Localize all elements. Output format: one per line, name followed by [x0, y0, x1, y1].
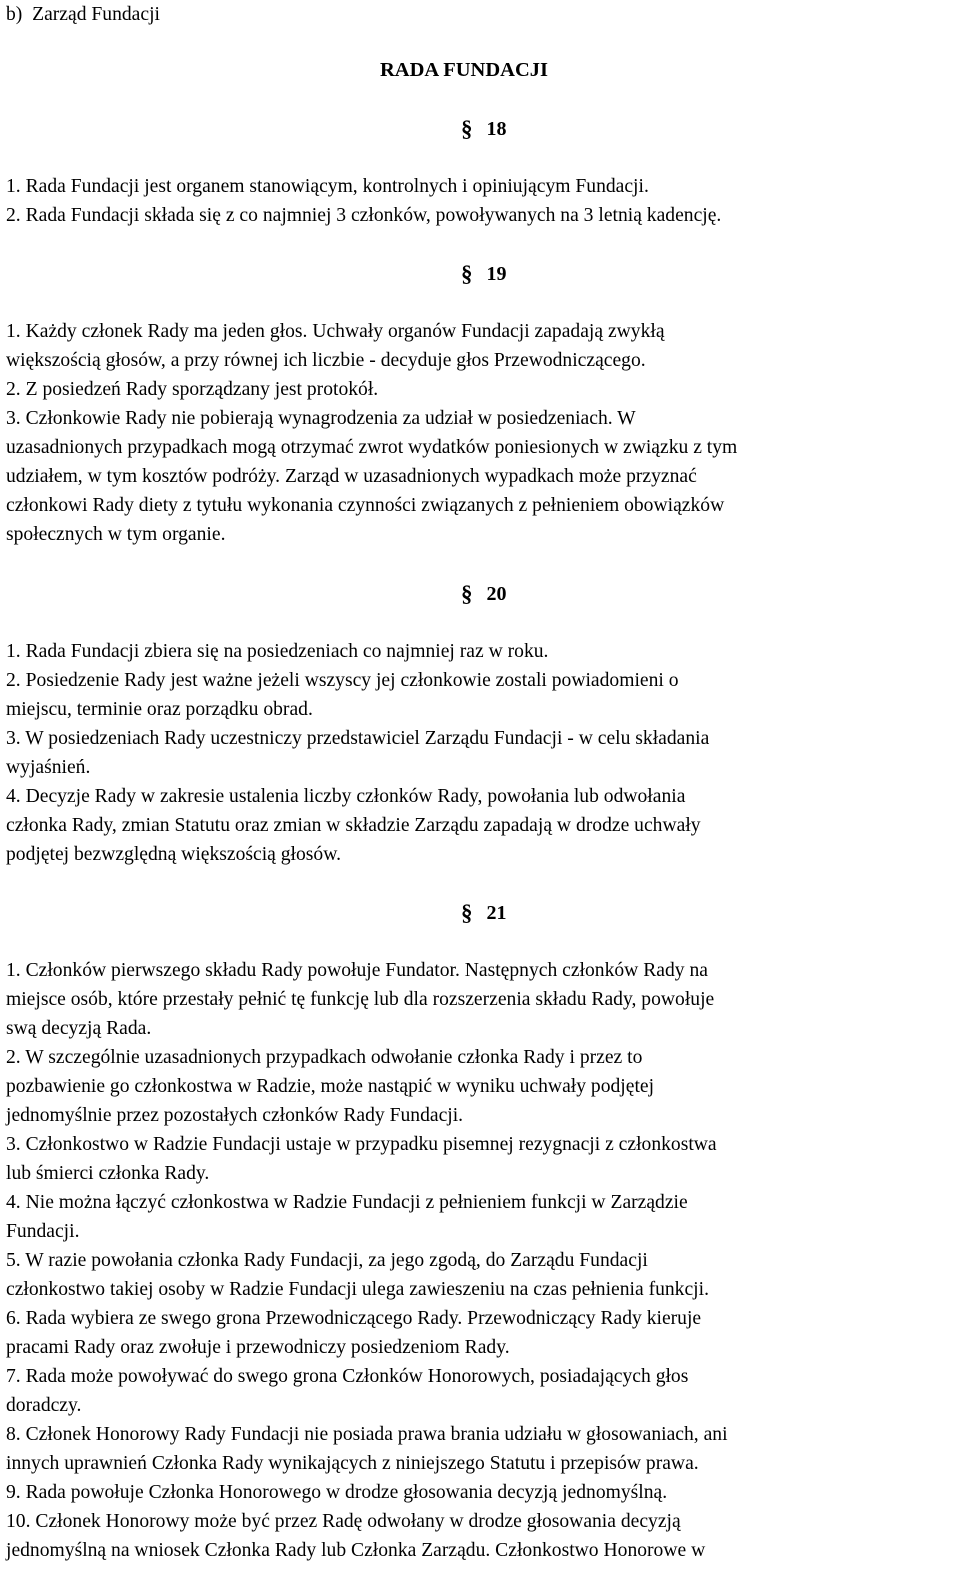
paragraph-20-line-1: 1. Rada Fundacji zbiera się na posiedzeniach co najmniej raz w roku.	[6, 641, 549, 662]
section-sign-icon: §	[461, 261, 473, 286]
paragraph-number: 18	[486, 118, 507, 140]
paragraph-20-line-4: 3. W posiedzeniach Rady uczestniczy przedstawiciel Zarządu Fundacji - w celu składania	[6, 728, 710, 749]
paragraph-21-line-20: 10. Członek Honorowy może być przez Radę odwołany w drodze głosowania decyzją	[6, 1511, 681, 1532]
paragraph-21-line-11: 5. W razie powołania członka Rady Fundacji, za jego zgodą, do Zarządu Fundacji	[6, 1250, 648, 1271]
paragraph-21-line-14: pracami Rady oraz zwołuje i przewodniczy posiedzeniom Rady.	[6, 1337, 510, 1358]
paragraph-20-line-5: wyjaśnień.	[6, 757, 91, 778]
paragraph-21-number	[461, 898, 507, 928]
paragraph-21-line-15: 7. Rada może powoływać do swego grona Członków Honorowych, posiadających głos	[6, 1366, 689, 1387]
paragraph-21-line-17: 8. Członek Honorowy Rady Fundacji nie posiada prawa brania udziału w głosowaniach, ani	[6, 1424, 728, 1445]
paragraph-19-line-8: społecznych w tym organie.	[6, 524, 226, 545]
paragraph-21-line-9: 4. Nie można łączyć członkostwa w Radzie Fundacji z pełnieniem funkcji w Zarządzie	[6, 1192, 688, 1213]
paragraph-21-line-4: 2. W szczególnie uzasadnionych przypadkach odwołanie członka Rady i przez to	[6, 1047, 643, 1068]
paragraph-21-line-1: 1. Członków pierwszego składu Rady powołuje Fundator. Następnych członków Rady na	[6, 960, 708, 981]
paragraph-19-line-7: członkowi Rady diety z tytułu wykonania czynności związanych z pełnieniem obowiązków	[6, 495, 725, 516]
paragraph-21-line-7: 3. Członkostwo w Radzie Fundacji ustaje w przypadku pisemnej rezygnacji z członkostwa	[6, 1134, 717, 1155]
paragraph-20-line-2: 2. Posiedzenie Rady jest ważne jeżeli wszyscy jej członkowie zostali powiadomieni o	[6, 670, 679, 691]
paragraph-21-line-5: pozbawienie go członkostwa w Radzie, może nastąpić w wyniku uchwały podjętej	[6, 1076, 655, 1097]
paragraph-21-line-10: Fundacji.	[6, 1221, 80, 1242]
paragraph-20-line-6: 4. Decyzje Rady w zakresie ustalenia liczby członków Rady, powołania lub odwołania	[6, 786, 686, 807]
paragraph-19-line-5: uzasadnionych przypadkach mogą otrzymać zwrot wydatków poniesionych w związku z tym	[6, 437, 738, 458]
paragraph-21-line-8: lub śmierci członka Rady.	[6, 1163, 210, 1184]
paragraph-18-line-2: 2. Rada Fundacji składa się z co najmniej 3 członków, powoływanych na 3 letnią kadencję.	[6, 205, 722, 226]
paragraph-number: 19	[486, 263, 507, 285]
paragraph-19-line-6: udziałem, w tym kosztów podróży. Zarząd w uzasadnionych wypadkach może przyznać	[6, 466, 697, 487]
paragraph-21-line-6: jednomyślnie przez pozostałych członków Rady Fundacji.	[6, 1105, 464, 1126]
section-sign-icon: §	[461, 581, 473, 606]
paragraph-21-line-19: 9. Rada powołuje Członka Honorowego w drodze głosowania decyzją jednomyślną.	[6, 1482, 668, 1503]
paragraph-21-line-13: 6. Rada wybiera ze swego grona Przewodniczącego Rady. Przewodniczący Rady kieruje	[6, 1308, 702, 1329]
section-sign-icon: §	[461, 116, 473, 141]
document-title: RADA FUNDACJI	[380, 59, 548, 81]
paragraph-number: 20	[486, 583, 507, 605]
paragraph-19-line-2: większością głosów, a przy równej ich liczbie - decyduje głos Przewodniczącego.	[6, 350, 646, 371]
paragraph-20-line-3: miejscu, terminie oraz porządku obrad.	[6, 699, 313, 720]
paragraph-18-number	[461, 114, 507, 144]
paragraph-19-number	[461, 259, 507, 289]
paragraph-21-line-12: członkostwo takiej osoby w Radzie Fundacji ulega zawieszeniu na czas pełnienia funkcji.	[6, 1279, 709, 1300]
paragraph-19-line-3: 2. Z posiedzeń Rady sporządzany jest protokół.	[6, 379, 379, 400]
paragraph-21-line-18: innych uprawnień Członka Rady wynikających z niniejszego Statutu i przepisów prawa.	[6, 1453, 699, 1474]
paragraph-21-line-16: doradczy.	[6, 1395, 82, 1416]
paragraph-19-line-4: 3. Członkowie Rady nie pobierają wynagrodzenia za udział w posiedzeniach. W	[6, 408, 636, 429]
paragraph-18-line-1: 1. Rada Fundacji jest organem stanowiącym, kontrolnych i opiniującym Fundacji.	[6, 176, 649, 197]
paragraph-21-line-21: jednomyślną na wniosek Członka Rady lub Członka Zarządu. Członkostwo Honorowe w	[6, 1540, 706, 1561]
section-heading: b) Zarząd Fundacji	[6, 4, 160, 25]
paragraph-20-number	[461, 579, 507, 609]
paragraph-21-line-3: swą decyzją Rada.	[6, 1018, 152, 1039]
paragraph-20-line-8: podjętej bezwzględną większością głosów.	[6, 844, 341, 865]
paragraph-20-line-7: członka Rady, zmian Statutu oraz zmian w składzie Zarządu zapadają w drodze uchwały	[6, 815, 701, 836]
paragraph-19-line-1: 1. Każdy członek Rady ma jeden głos. Uchwały organów Fundacji zapadają zwykłą	[6, 321, 665, 342]
paragraph-21-line-2: miejsce osób, które przestały pełnić tę funkcję lub dla rozszerzenia składu Rady, powołuje	[6, 989, 715, 1010]
section-sign-icon: §	[461, 900, 473, 925]
paragraph-number: 21	[486, 902, 507, 924]
